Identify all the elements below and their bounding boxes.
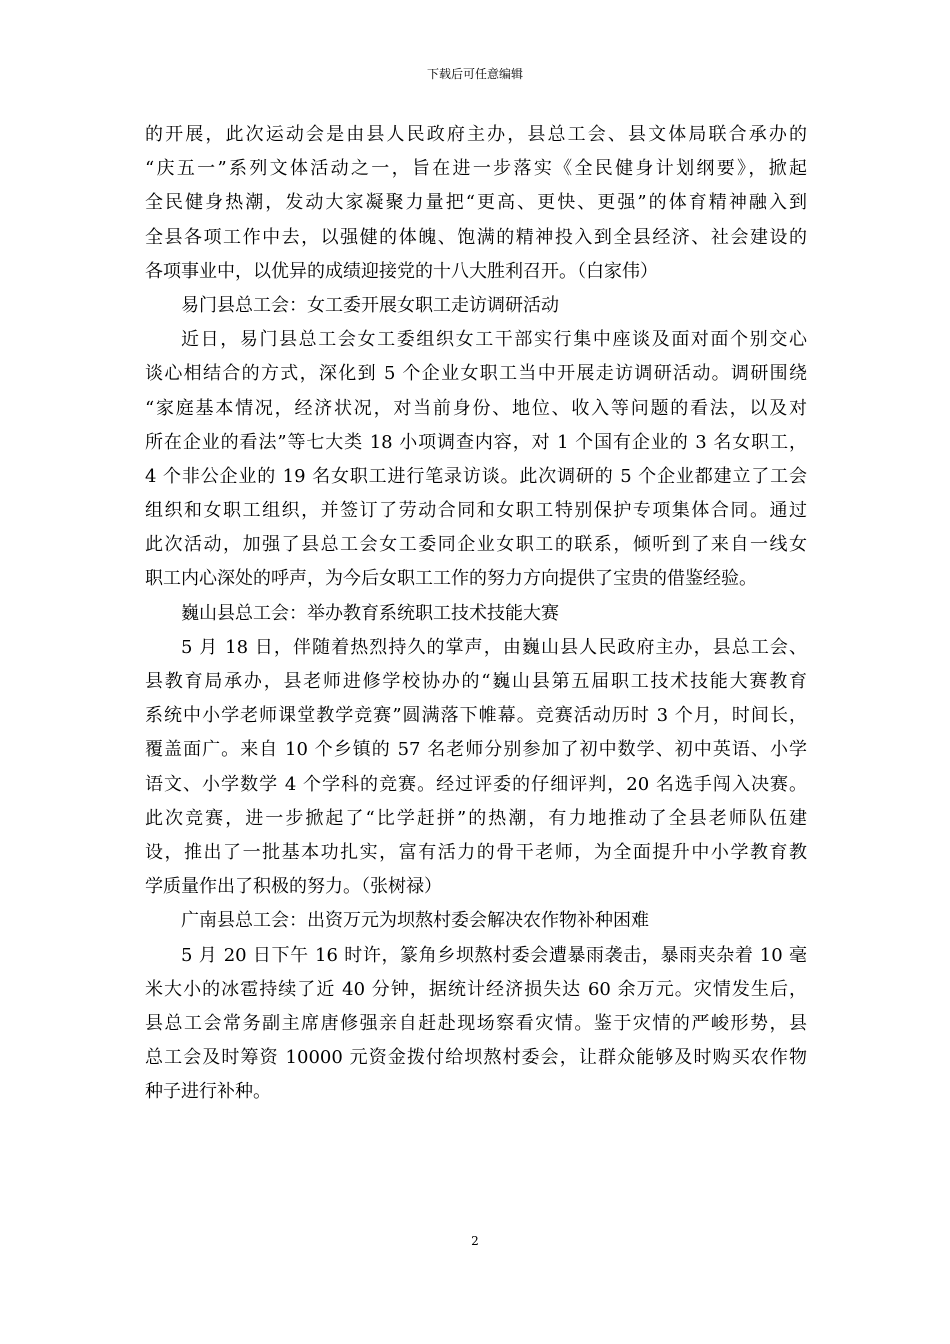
page-header: 下载后可任意编辑: [426, 67, 523, 81]
text-line: 语文、小学数学 4 个学科的竞赛。经过评委的仔细评判，20 名选手闯入决赛。: [145, 773, 807, 795]
text-line: 谈心相结合的方式，深化到 5 个企业女职工当中开展走访调研活动。调研围绕: [145, 363, 807, 385]
text-line: 系统中小学老师课堂教学竞赛”圆满落下帷幕。竞赛活动历时 3 个月，时间长，: [145, 705, 807, 727]
text-line: 全县各项工作中去，以强健的体魄、饱满的精神投入到全县经济、社会建设的: [145, 226, 807, 248]
text-line: 4 个非公企业的 19 名女职工进行笔录访谈。此次调研的 5 个企业都建立了工会: [145, 465, 807, 487]
text-line: 设，推出了一批基本功扎实，富有活力的骨干老师，为全面提升中小学教育教: [145, 841, 807, 863]
text-line: 此次竞赛，进一步掀起了“比学赶拼”的热潮，有力地推动了全县老师队伍建: [145, 807, 807, 829]
text-line: 5 月 18 日，伴随着热烈持久的掌声，由巍山县人民政府主办，县总工会、: [181, 636, 807, 658]
section-heading: 巍山县总工会：举办教育系统职工技术技能大赛: [181, 602, 559, 624]
section-heading: 广南县总工会：出资万元为坝熬村委会解决农作物补种困难: [181, 910, 649, 932]
text-line: 米大小的冰雹持续了近 40 分钟，据统计经济损失达 60 余万元。灾情发生后，: [145, 978, 807, 1000]
text-line: 总工会及时筹资 10000 元资金拨付给坝熬村委会，让群众能够及时购买农作物: [145, 1047, 807, 1069]
page-number: 2: [471, 1234, 479, 1248]
text-line: 近日，易门县总工会女工委组织女工干部实行集中座谈及面对面个别交心: [181, 329, 807, 351]
text-line: 县总工会常务副主席唐修强亲自赶赴现场察看灾情。鉴于灾情的严峻形势，县: [145, 1012, 807, 1034]
text-line: 此次活动，加强了县总工会女工委同企业女职工的联系，倾听到了来自一线女: [145, 534, 807, 556]
text-line: 职工内心深处的呼声，为今后女职工工作的努力方向提供了宝贵的借鉴经验。: [145, 568, 757, 590]
text-line: “庆五一”系列文体活动之一，旨在进一步落实《全民健身计划纲要》，掀起: [145, 158, 807, 180]
text-line: 种子进行补种。: [145, 1081, 271, 1103]
text-line: “家庭基本情况，经济状况，对当前身份、地位、收入等问题的看法，以及对: [145, 397, 807, 419]
text-line: 5 月 20 日下午 16 时许，篆角乡坝熬村委会遭暴雨袭击，暴雨夹杂着 10 毫: [181, 944, 807, 966]
text-line: 所在企业的看法”等七大类 18 小项调查内容，对 1 个国有企业的 3 名女职工，: [145, 431, 807, 453]
text-line: 组织和女职工组织，并签订了劳动合同和女职工特别保护专项集体合同。通过: [145, 500, 807, 522]
text-line: 县教育局承办，县老师进修学校协办的“巍山县第五届职工技术技能大赛教育: [145, 671, 807, 692]
text-line: 学质量作出了积极的努力。（张树禄）: [145, 876, 442, 898]
text-line: 各项事业中，以优异的成绩迎接党的十八大胜利召开。（白家伟）: [145, 260, 658, 282]
text-line: 覆盖面广。来自 10 个乡镇的 57 名老师分别参加了初中数学、初中英语、小学: [145, 739, 807, 761]
section-heading: 易门县总工会：女工委开展女职工走访调研活动: [181, 294, 559, 316]
text-line: 全民健身热潮，发动大家凝聚力量把“更高、更快、更强”的体育精神融入到: [145, 192, 807, 214]
document-body: [145, 118, 807, 1109]
text-line: 的开展，此次运动会是由县人民政府主办，县总工会、县文体局联合承办的: [145, 124, 807, 145]
